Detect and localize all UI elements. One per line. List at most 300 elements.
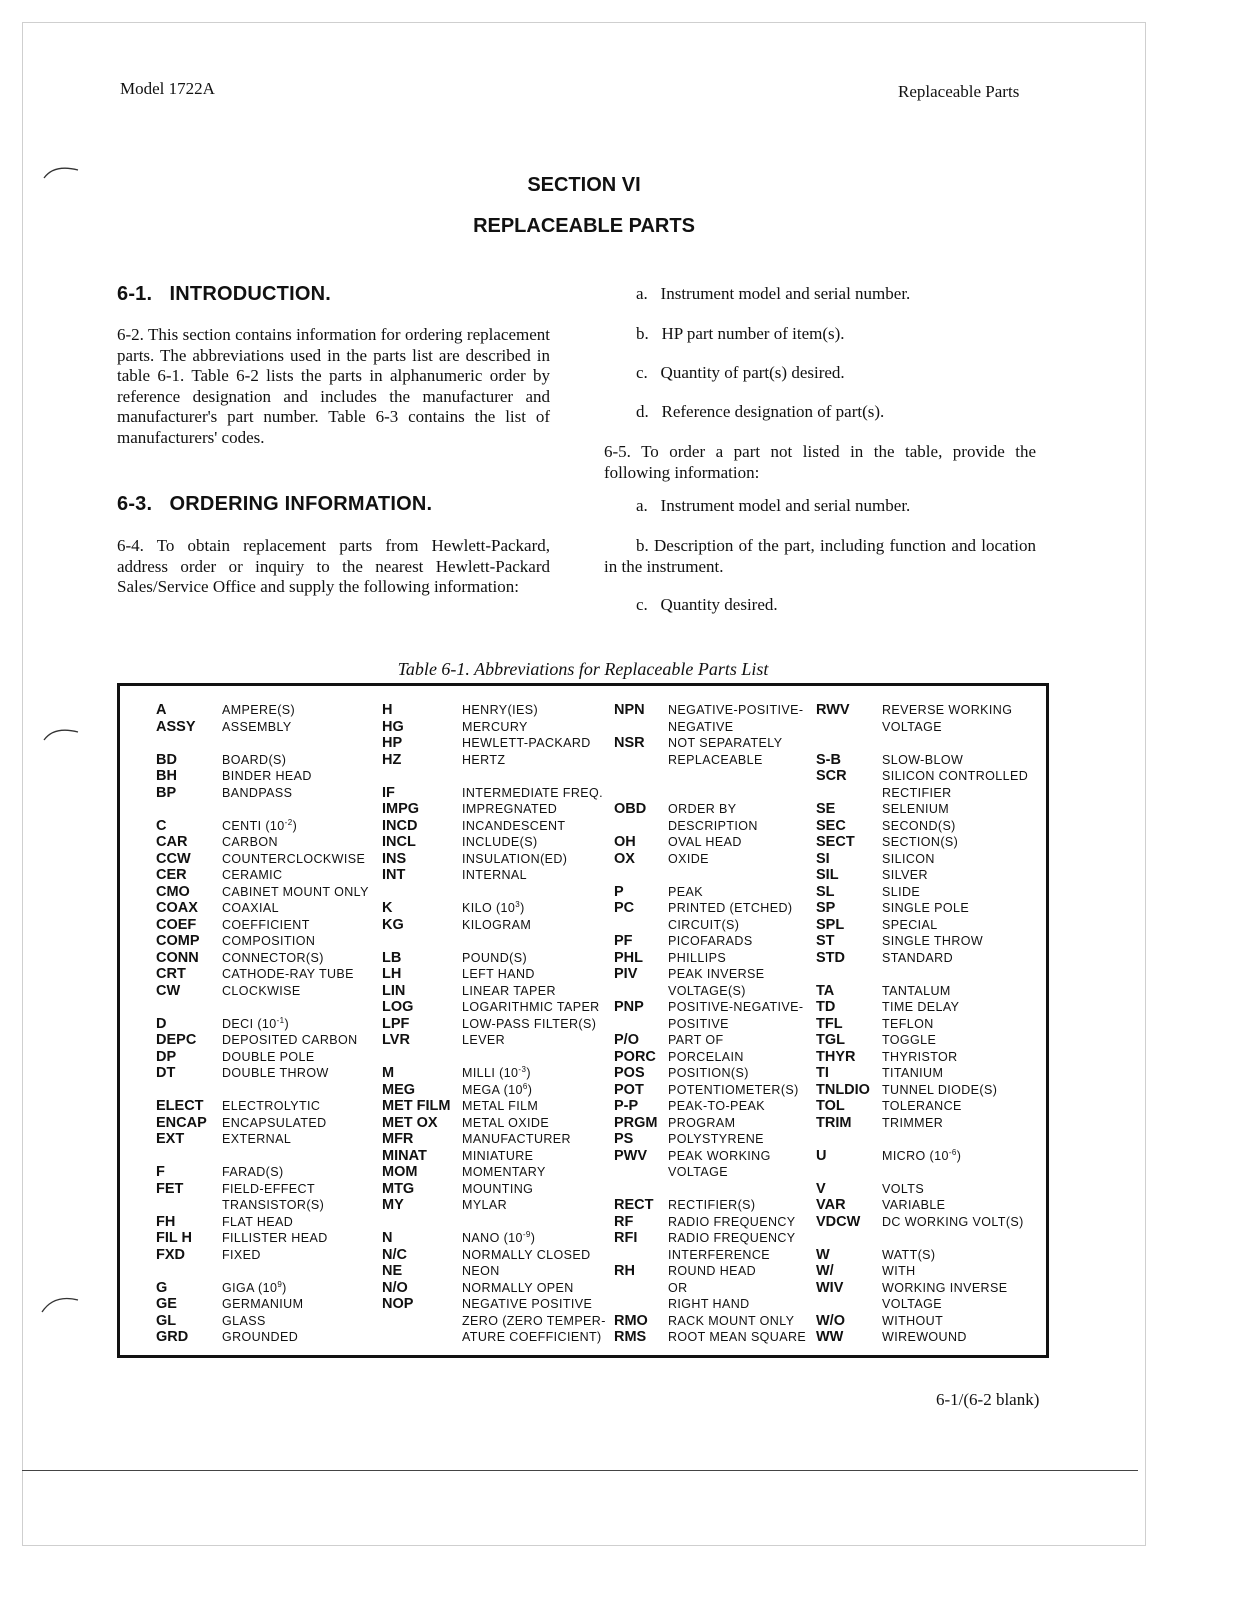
abbreviation-row [156,768,378,785]
abbreviation-row [382,900,612,917]
abbreviation: IF [382,784,395,801]
abbreviation-definition: RECTIFIER(S) [668,1198,756,1212]
abbreviation-definition: COEFFICIENT [222,917,310,932]
abbreviation-definition: AMPERE(S) [222,703,296,717]
abbreviation-row [382,785,612,802]
abbreviation-row [382,1296,612,1313]
ordering-paragraph: 6-4. To obtain replacement parts from Hewlett-Packard, address order or inquiry to the nearest Hewlett-Packard Sales/Service Office and supply the following information: [117,536,550,596]
abbreviation: INCL [382,834,416,850]
abbreviation-row [614,867,816,884]
abbreviation-row [816,1263,1046,1280]
abbreviation: W/O [816,1312,845,1329]
abbreviation-definition: HENRY(IES) [462,703,539,717]
abbreviation: N/O [382,1279,408,1296]
abbreviation-row [156,1230,378,1247]
abbreviation-row [382,1329,612,1346]
abbreviation-row [614,1148,816,1165]
abbreviation: SI [816,850,830,867]
abbreviation-row [614,735,816,752]
abbreviation-row [816,999,1046,1016]
abbreviation-definition: TIME DELAY [882,1000,960,1014]
abbreviation: ASSY [156,718,196,735]
abbreviation-row [382,1115,612,1132]
abbreviation-row [816,1131,1046,1148]
abbreviation-definition: MYLAR [462,1198,508,1212]
abbreviation-row [816,1098,1046,1115]
abbreviation-definition: GROUNDED [222,1330,299,1344]
abbreviation: PORC [614,1048,656,1065]
scan-mark-3 [40,1290,80,1314]
abbreviation: INS [382,850,407,867]
abbreviation: COEF [156,916,197,933]
table-column-3 [614,702,816,1346]
abbreviation-row [382,719,612,736]
table-column-1 [156,702,378,1346]
abbreviation: NSR [614,735,645,751]
abbreviation-definition: PEAK-TO-PEAK [668,1099,765,1113]
abbreviation: CONN [156,949,199,966]
abbreviation-row [156,1082,378,1099]
abbreviation-definition: PEAK INVERSE [668,967,765,981]
abbreviation: POT [614,1081,644,1098]
abbreviation: THYR [816,1048,856,1065]
abbreviation-row [816,1280,1046,1297]
abbreviation-row [614,768,816,785]
abbreviation-row [156,884,378,901]
abbreviation-definition: POSITIVE [668,1016,729,1031]
abbreviation-row [816,950,1046,967]
abbreviation-definition: METAL OXIDE [462,1115,550,1130]
abbreviation-row [614,1082,816,1099]
abbreviation: GL [156,1312,177,1329]
abbreviation: PS [614,1131,634,1147]
abbreviation-row [156,1131,378,1148]
abbreviation-row [156,818,378,835]
abbreviation: M [382,1065,395,1081]
abbreviation: MTG [382,1180,415,1197]
abbreviation-definition: NORMALLY OPEN [462,1280,574,1295]
abbreviation-row [156,719,378,736]
abbreviation: P [614,883,624,900]
abbreviation-definition: SINGLE POLE [882,901,970,915]
abbreviation: RF [614,1213,634,1230]
abbreviation-definition: COMPOSITION [222,934,316,948]
abbreviation-row [816,702,1046,719]
abbreviation-definition: INTERFERENCE [668,1247,771,1262]
abbreviation-definition: FILLISTER HEAD [222,1231,328,1245]
abbreviation-definition: PART OF [668,1033,724,1047]
abbreviation-definition: DC WORKING VOLT(S) [882,1214,1024,1229]
abbreviation-definition: TEFLON [882,1016,934,1031]
abbreviation-definition: SILICON [882,851,935,866]
abbreviation: MET FILM [382,1098,451,1114]
abbreviation-definition: ZERO (ZERO TEMPER- [462,1313,606,1328]
abbreviation: MY [382,1197,404,1213]
abbreviation-row [816,1082,1046,1099]
abbreviation: MET OX [382,1114,438,1131]
abbreviation: CW [156,982,181,999]
abbreviation-row [156,785,378,802]
abbreviation-row [614,1247,816,1264]
abbreviation-row [382,1230,612,1247]
abbreviation: RH [614,1263,635,1279]
abbreviation: TA [816,982,835,999]
abbreviation-definition: TRANSISTOR(S) [222,1198,325,1212]
abbreviation-row [382,851,612,868]
abbreviation: LH [382,966,402,982]
abbreviation-definition: PEAK [668,884,703,899]
abbreviation-row [614,966,816,983]
abbreviation-row [614,752,816,769]
abbreviation-definition: INTERMEDIATE FREQ. [462,785,604,800]
abbreviation-definition: BINDER HEAD [222,769,312,783]
abbreviation-row [156,1296,378,1313]
abbreviation: MFR [382,1131,414,1147]
abbreviation: INCD [382,817,418,834]
abbreviation: HZ [382,751,402,768]
abbreviation-definition: ROOT MEAN SQUARE [668,1330,807,1344]
abbreviation: STD [816,949,845,966]
abbreviation-definition: MEGA $(10^6)$ [462,1081,533,1097]
abbreviation-row [614,999,816,1016]
abbreviation: DEPC [156,1032,197,1048]
abbreviation-definition: TOLERANCE [882,1099,962,1113]
abbreviation-definition: INCLUDE(S) [462,835,538,849]
abbreviation-definition: POLYSTYRENE [668,1132,764,1146]
abbreviation-definition: STANDARD [882,950,954,965]
list1-item-b: b. HP part number of item(s). [636,324,845,343]
abbreviation-row [382,1214,612,1231]
abbreviation-definition: EXTERNAL [222,1132,292,1146]
abbreviation-row [382,834,612,851]
abbreviation-definition: VOLTAGE [882,1297,942,1311]
abbreviation-row [382,999,612,1016]
abbreviation-definition: GIGA $(10^9)$ [222,1279,287,1295]
abbreviation: WIV [816,1279,844,1296]
abbreviation: A [156,702,167,718]
abbreviation-definition: MOUNTING [462,1181,534,1196]
abbreviation-row [156,752,378,769]
abbreviation: SPL [816,916,845,933]
abbreviation-row [382,983,612,1000]
abbreviation: PWV [614,1147,648,1164]
abbreviation-row [614,1296,816,1313]
abbreviation-row [816,867,1046,884]
abbreviation-row [614,1032,816,1049]
section-number: SECTION VI [527,174,641,196]
abbreviation-row [156,983,378,1000]
abbreviation-definition: RECTIFIER [882,785,952,800]
abbreviation-row [382,966,612,983]
abbreviation-row [382,1065,612,1082]
abbreviation: P-P [614,1098,639,1114]
abbreviation-row [382,1263,612,1280]
abbreviation-definition: MILLI $(10^{-3})$ [462,1065,531,1080]
abbreviation-definition: DOUBLE THROW [222,1066,329,1080]
list2-item-b: b. Description of the part, including function and location in the instrument. [604,536,1036,576]
abbreviation: MEG [382,1081,416,1098]
abbreviation-row [816,900,1046,917]
abbreviation-definition: KILO $(10^3)$ [462,900,525,915]
abbreviation-definition: WIREWOUND [882,1330,967,1344]
abbreviation-definition: DECI $(10^{-1})$ [222,1015,290,1031]
abbreviation-definition: RACK MOUNT ONLY [668,1313,795,1328]
abbreviation-row [816,785,1046,802]
abbreviation-definition: SECOND(S) [882,818,956,833]
abbreviation-definition: DEPOSITED CARBON [222,1033,358,1047]
paragraph-6-5: 6-5. To order a part not listed in the table, provide the following information: [604,442,1036,482]
abbreviation-definition: CABINET MOUNT ONLY [222,884,369,899]
header-section-name: Replaceable Parts [898,82,1020,101]
abbreviations-table [117,683,1049,1358]
abbreviation-row [156,1181,378,1198]
abbreviation-definition: SECTION(S) [882,835,959,849]
abbreviation: EXT [156,1131,185,1147]
abbreviation-row [816,1164,1046,1181]
abbreviation-row [156,1065,378,1082]
abbreviation: COMP [156,933,200,949]
abbreviation-row [614,1016,816,1033]
abbreviation: NE [382,1263,403,1279]
abbreviation: RWV [816,702,850,718]
list1-item-d: d. Reference designation of part(s). [636,402,885,421]
abbreviation-row [614,1280,816,1297]
abbreviation-definition: NEGATIVE POSITIVE [462,1297,593,1311]
abbreviation-row [382,752,612,769]
abbreviation-definition: PORCELAIN [668,1049,744,1064]
abbreviation-definition: VOLTAGE(S) [668,983,746,998]
table-column-2 [382,702,612,1346]
abbreviation: FH [156,1213,176,1230]
abbreviation-definition: ENCAPSULATED [222,1115,327,1130]
abbreviation-row [816,933,1046,950]
abbreviation: PNP [614,999,644,1015]
abbreviation: TD [816,999,836,1015]
abbreviation-definition: MERCURY [462,719,528,734]
abbreviation-row [382,1247,612,1264]
abbreviation: W [816,1246,830,1263]
abbreviation: SL [816,883,835,900]
abbreviation-definition: METAL FILM [462,1099,539,1113]
abbreviation-definition: ORDER BY [668,802,737,816]
abbreviation-row [614,933,816,950]
abbreviation: BP [156,784,177,801]
abbreviation-row [156,1164,378,1181]
abbreviation: TI [816,1065,829,1081]
abbreviation: VDCW [816,1213,861,1230]
abbreviation: WW [816,1329,844,1345]
abbreviation-definition: FARAD(S) [222,1165,284,1179]
abbreviation-row [156,900,378,917]
abbreviation-row [382,933,612,950]
abbreviation-definition: COAXIAL [222,901,279,915]
abbreviation-definition: POUND(S) [462,950,528,965]
abbreviation-row [614,818,816,835]
abbreviation: N/C [382,1246,407,1263]
abbreviation-row [614,917,816,934]
abbreviation-definition: MANUFACTURER [462,1132,571,1146]
abbreviation: SECT [816,834,855,850]
abbreviation: KG [382,916,404,933]
abbreviation: HG [382,718,404,735]
abbreviation-definition: HEWLETT-PACKARD [462,736,591,750]
abbreviation-row [816,1230,1046,1247]
intro-heading: 6-1. INTRODUCTION. [117,283,332,305]
abbreviation-definition: POSITION(S) [668,1066,749,1080]
abbreviation-row [382,950,612,967]
abbreviation-definition: INTERNAL [462,868,528,882]
abbreviation-definition: MICRO $(10^{-6})$ [882,1147,962,1163]
ordering-heading: 6-3. ORDERING INFORMATION. [117,493,433,515]
abbreviation-definition: CARBON [222,835,278,849]
abbreviation: DP [156,1048,177,1065]
abbreviation-row [614,785,816,802]
abbreviation-row [156,735,378,752]
header-model: Model 1722A [120,79,215,98]
abbreviation-row [382,801,612,818]
abbreviation-definition: NOT SEPARATELY [668,736,783,750]
abbreviation: BH [156,768,177,784]
abbreviation-row [816,1065,1046,1082]
abbreviation-row [382,917,612,934]
abbreviation-definition: RIGHT HAND [668,1297,750,1311]
abbreviation-row [156,1197,378,1214]
bottom-rule [22,1470,1138,1471]
page-number: 6-1/(6-2 blank) [936,1390,1040,1409]
abbreviation-row [614,702,816,719]
abbreviation-definition: HERTZ [462,752,506,767]
abbreviation-definition: INCANDESCENT [462,818,566,833]
abbreviation-definition: DESCRIPTION [668,818,758,833]
abbreviation-row [156,1329,378,1346]
abbreviation-row [156,1032,378,1049]
abbreviation: CAR [156,834,188,850]
abbreviation-definition: NANO $(10^{-9})$ [462,1230,536,1245]
abbreviation-definition: TUNNEL DIODE(S) [882,1082,998,1097]
abbreviation-definition: NORMALLY CLOSED [462,1247,591,1262]
abbreviation-row [614,1115,816,1132]
abbreviation-definition: REVERSE WORKING [882,703,1013,717]
abbreviation: INT [382,867,406,883]
abbreviation-row [816,818,1046,835]
abbreviation-row [614,884,816,901]
abbreviation-definition: TITANIUM [882,1066,944,1080]
abbreviation-definition: COUNTERCLOCKWISE [222,851,366,866]
abbreviation-row [382,1148,612,1165]
abbreviation: G [156,1279,168,1296]
abbreviation-row [382,867,612,884]
abbreviation-row [816,966,1046,983]
abbreviation-definition: LEFT HAND [462,967,535,981]
abbreviation: TNLDIO [816,1081,870,1098]
abbreviation-definition: INSULATION(ED) [462,851,568,866]
abbreviation-row [382,1131,612,1148]
abbreviation-row [816,1313,1046,1330]
abbreviation-row [816,1115,1046,1132]
abbreviation-row [614,1098,816,1115]
abbreviation-definition: SINGLE THROW [882,934,984,948]
abbreviation-row [816,752,1046,769]
abbreviation-definition: OXIDE [668,851,709,866]
abbreviation-row [382,818,612,835]
abbreviation: LOG [382,999,414,1015]
abbreviation-row [614,1065,816,1082]
abbreviation-definition: CLOCKWISE [222,983,301,998]
abbreviation-definition: RADIO FREQUENCY [668,1231,796,1245]
abbreviation-definition: MINIATURE [462,1148,534,1163]
abbreviation-definition: ASSEMBLY [222,719,292,734]
abbreviation-row [614,801,816,818]
abbreviation-row [614,983,816,1000]
abbreviation: LPF [382,1015,410,1032]
abbreviation-row [156,702,378,719]
section-title: REPLACEABLE PARTS [473,215,695,237]
abbreviation-definition: ATURE COEFFICIENT) [462,1330,602,1344]
abbreviation: OH [614,834,636,850]
abbreviation: CRT [156,966,186,982]
abbreviation: FIL H [156,1230,192,1246]
abbreviation-row [816,719,1046,736]
abbreviation: FXD [156,1246,185,1263]
abbreviation-definition: WATT(S) [882,1247,936,1262]
abbreviation-row [382,1098,612,1115]
abbreviation-definition: SILICON CONTROLLED [882,769,1029,783]
abbreviation-definition: IMPREGNATED [462,802,558,816]
abbreviation-row [382,884,612,901]
abbreviation: RMO [614,1312,648,1329]
abbreviation-definition: PHILLIPS [668,950,727,965]
abbreviation: TFL [816,1015,843,1032]
table-column-4 [816,702,1046,1346]
abbreviation: RMS [614,1329,647,1345]
abbreviation-row [816,851,1046,868]
abbreviation-row [816,1016,1046,1033]
abbreviation-row [816,983,1046,1000]
abbreviation-row [816,1296,1046,1313]
abbreviation-row [156,1313,378,1330]
abbreviation-row [816,1329,1046,1346]
abbreviation: VAR [816,1197,846,1213]
abbreviation: C [156,817,167,834]
abbreviation-row [382,1197,612,1214]
abbreviation: SCR [816,768,847,784]
abbreviation: TGL [816,1032,845,1048]
abbreviation-row [816,1181,1046,1198]
abbreviation: MOM [382,1164,418,1180]
abbreviation-definition: POSITIVE-NEGATIVE- [668,1000,804,1014]
abbreviation-row [156,851,378,868]
abbreviation-definition: FIXED [222,1247,261,1262]
abbreviation-definition: THYRISTOR [882,1049,958,1064]
abbreviation-definition: REPLACEABLE [668,752,763,767]
abbreviation-definition: FIELD-EFFECT [222,1181,315,1196]
abbreviation-row [382,1181,612,1198]
abbreviation-row [382,1032,612,1049]
table-caption: Table 6-1. Abbreviations for Replaceable Parts List [397,659,769,679]
abbreviation-row [156,1016,378,1033]
abbreviation-row [816,1148,1046,1165]
abbreviation: HP [382,735,403,751]
abbreviation-definition: SILVER [882,868,928,882]
abbreviation-definition: LINEAR TAPER [462,983,556,998]
list1-item-c: c. Quantity of part(s) desired. [636,363,845,382]
abbreviation-definition: OVAL HEAD [668,835,742,849]
abbreviation-row [156,933,378,950]
abbreviation-row [614,1131,816,1148]
abbreviation-row [382,1049,612,1066]
abbreviation-row [156,1148,378,1165]
abbreviation: SE [816,801,836,817]
